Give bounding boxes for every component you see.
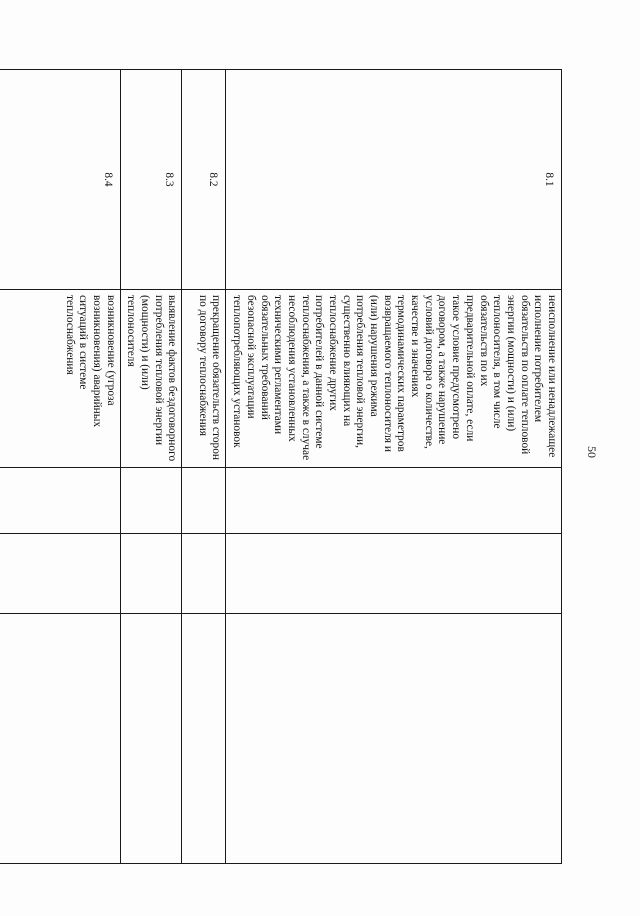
- row-number-8-1: 8.1: [226, 70, 562, 290]
- table-row: [0, 70, 120, 864]
- row-text: возникновение (угроза возникновения) аварийных ситуаций в системе теплоснабжения: [63, 295, 117, 428]
- empty-cell: [226, 614, 562, 864]
- row-text: прекращение обязательств сторон по договору теплоснабжения: [196, 295, 223, 460]
- empty-cell: [226, 468, 562, 534]
- table-row: [226, 70, 562, 864]
- rotated-table-container: [64, 69, 562, 863]
- row-number-8-3: 8.3: [120, 70, 182, 290]
- page-number: 50: [585, 446, 599, 458]
- table-row: [182, 70, 226, 864]
- table: [0, 69, 562, 864]
- row-text: неисполнение или ненадлежащее исполнение потребителем обязательств по оплате тепловой энергии (мощности) и (или) теплоносителя, в том числе обязательств по их предварительной оплате, если такое условие предусмотрено договором, а также нарушение условий договора о количестве, качестве и значениях термодинамических параметров возвращаемого теплоносителя и (или) нарушения режима потребления тепловой энергии, существенно влияющих на теплоснабжение других потребителей в данной системе теплоснабжения, а также в случае несоблюдения установленных техническими регламентами обязательных требований безопасной эксплуатации теплопотребляющих установок: [231, 295, 558, 461]
- empty-cell: [182, 534, 226, 614]
- row-number-8-2: 8.2: [182, 70, 226, 290]
- empty-cell: [0, 614, 120, 864]
- empty-cell: [120, 468, 182, 534]
- empty-cell: [226, 534, 562, 614]
- row-description: [226, 290, 562, 468]
- row-description: [0, 290, 120, 468]
- row-description: [120, 290, 182, 468]
- empty-cell: [0, 468, 120, 534]
- empty-cell: [120, 614, 182, 864]
- empty-cell: [182, 614, 226, 864]
- empty-cell: [182, 468, 226, 534]
- row-description: [182, 290, 226, 468]
- empty-cell: [120, 534, 182, 614]
- row-number-8-4: 8.4: [0, 70, 120, 290]
- empty-cell: [0, 534, 120, 614]
- table-row: [120, 70, 182, 864]
- row-text: выявление фактов бездоговорного потребления тепловой энергии (мощности) и (или) теплоносителя: [125, 295, 179, 462]
